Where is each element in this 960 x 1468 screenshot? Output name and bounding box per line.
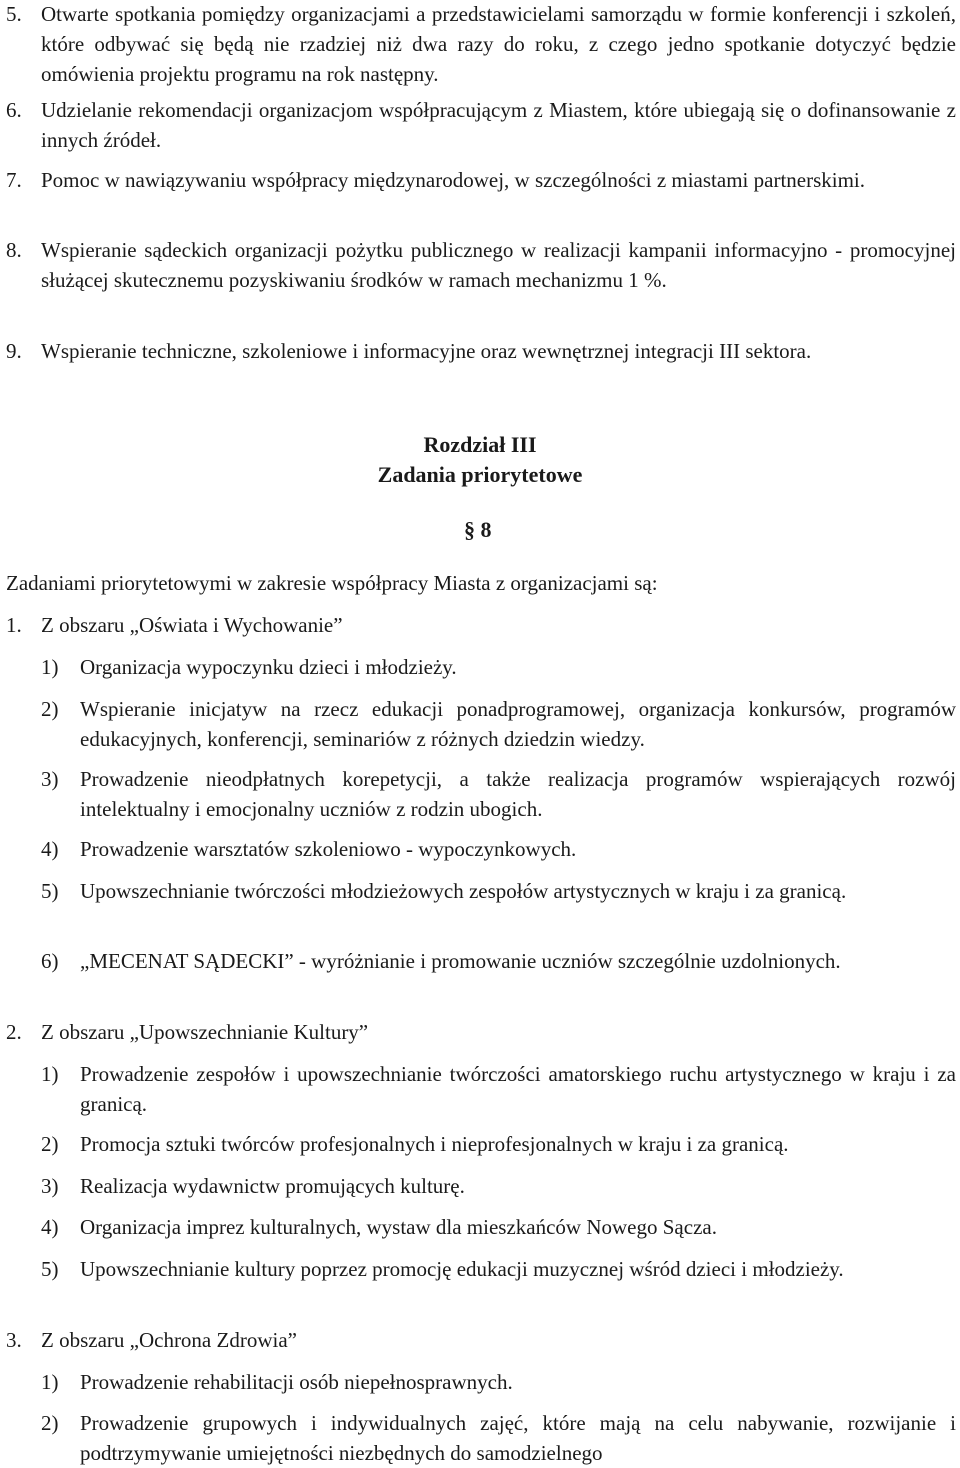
sub-item [0, 1129, 956, 1159]
sub-item [0, 1367, 956, 1397]
sub-item-text: Promocja sztuki twórców profesjonalnych i nieprofesjonalnych w kraju i za granicą. [80, 1132, 789, 1156]
intro-text: Zadaniami priorytetowymi w zakresie współpracy Miasta z organizacjami są: [6, 571, 658, 595]
sub-item-text: Organizacja imprez kulturalnych, wystaw dla mieszkańców Nowego Sącza. [80, 1215, 717, 1239]
list-item [0, 165, 956, 195]
sub-item-text: Upowszechnianie kultury poprzez promocję edukacji muzycznej wśród dzieci i młodzieży. [80, 1257, 844, 1281]
area-heading [0, 1017, 956, 1047]
sub-item-number: 4) [41, 837, 59, 861]
area-heading [0, 1325, 956, 1355]
sub-item [0, 1408, 956, 1468]
sub-item [0, 946, 956, 976]
area-number: 3. [6, 1328, 22, 1352]
sub-item-text: Prowadzenie nieodpłatnych korepetycji, a także realizacja programów wspierających rozwój intelektualny i emocjonalny uczniów z rodzin ubogich. [80, 767, 956, 821]
list-item-number: 5. [6, 2, 22, 26]
list-item-number: 6. [6, 98, 22, 122]
area-title: Z obszaru „Upowszechnianie Kultury” [41, 1020, 369, 1044]
sub-item-text: Prowadzenie grupowych i indywidualnych zajęć, które mają na celu nabywanie, rozwijanie i podtrzymywanie umiejętności niezbędnych do samodzielnego [80, 1411, 956, 1465]
list-item [0, 235, 956, 295]
sub-item-number: 3) [41, 1174, 59, 1198]
sub-item-number: 4) [41, 1215, 59, 1239]
sub-item-number: 3) [41, 767, 59, 791]
area-title: Z obszaru „Ochrona Zdrowia” [41, 1328, 297, 1352]
sub-item-number: 6) [41, 949, 59, 973]
sub-item [0, 834, 956, 864]
list-item-text: Wspieranie techniczne, szkoleniowe i informacyjne oraz wewnętrznej integracji III sektora. [41, 339, 812, 363]
sub-item [0, 876, 956, 906]
sub-item-number: 2) [41, 1411, 59, 1435]
sub-item-number: 2) [41, 697, 59, 721]
sub-item-text: Prowadzenie warsztatów szkoleniowo - wypoczynkowych. [80, 837, 577, 861]
area-number: 1. [6, 613, 22, 637]
sub-item-number: 1) [41, 655, 59, 679]
area-heading [0, 610, 956, 640]
sub-item-text: „MECENAT SĄDECKI” - wyróżnianie i promowanie uczniów szczególnie uzdolnionych. [80, 949, 841, 973]
sub-item-text: Prowadzenie rehabilitacji osób niepełnosprawnych. [80, 1370, 513, 1394]
sub-item [0, 764, 956, 824]
area-number: 2. [6, 1020, 22, 1044]
list-item-text: Wspieranie sądeckich organizacji pożytku publicznego w realizacji kampanii informacyjno - promocyjnej służącej skutecznemu pozyskiwaniu środków w ramach mechanizmu 1 %. [41, 238, 956, 292]
sub-item-text: Wspieranie inicjatyw na rzecz edukacji ponadprogramowej, organizacja konkursów, programów edukacyjnych, konferencji, seminariów z różnych dziedzin wiedzy. [80, 697, 956, 751]
chapter-subtitle: Zadania priorytetowe [377, 462, 583, 487]
sub-item [0, 1254, 956, 1284]
list-item [0, 95, 956, 155]
sub-item-number: 1) [41, 1062, 59, 1086]
list-item-text: Udzielanie rekomendacji organizacjom współpracującym z Miastem, które ubiegają się o dofinansowanie z innych źródeł. [41, 98, 956, 152]
area-title: Z obszaru „Oświata i Wychowanie” [41, 613, 343, 637]
sub-item [0, 652, 956, 682]
sub-item [0, 1212, 956, 1242]
sub-item [0, 1059, 956, 1119]
sub-item-text: Realizacja wydawnictw promujących kulturę. [80, 1174, 465, 1198]
list-item [0, 0, 956, 89]
sub-item [0, 1171, 956, 1201]
list-item-text: Otwarte spotkania pomiędzy organizacjami a przedstawicielami samorządu w formie konferencji i szkoleń, które odbywać się będą nie rzadziej niż dwa razy do roku, z czego jedno spotkanie dotyczyć będzie omówienia projektu programu na rok następny. [41, 2, 956, 86]
sub-item-number: 2) [41, 1132, 59, 1156]
sub-item-number: 1) [41, 1370, 59, 1394]
sub-item-text: Prowadzenie zespołów i upowszechnianie twórczości amatorskiego ruchu artystycznego w kraju i za granicą. [80, 1062, 956, 1116]
sub-item-text: Organizacja wypoczynku dzieci i młodzieży. [80, 655, 457, 679]
chapter-title: Rozdział III [423, 432, 537, 457]
sub-item-number: 5) [41, 879, 59, 903]
list-item-number: 8. [6, 238, 22, 262]
sub-item-text: Upowszechnianie twórczości młodzieżowych zespołów artystycznych w kraju i za granicą. [80, 879, 847, 903]
sub-item [0, 694, 956, 754]
paragraph-symbol: § 8 [464, 517, 492, 542]
list-item [0, 336, 956, 366]
list-item-number: 9. [6, 339, 22, 363]
sub-item-number: 5) [41, 1257, 59, 1281]
list-item-number: 7. [6, 168, 22, 192]
list-item-text: Pomoc w nawiązywaniu współpracy międzynarodowej, w szczególności z miastami partnerskimi. [41, 168, 866, 192]
